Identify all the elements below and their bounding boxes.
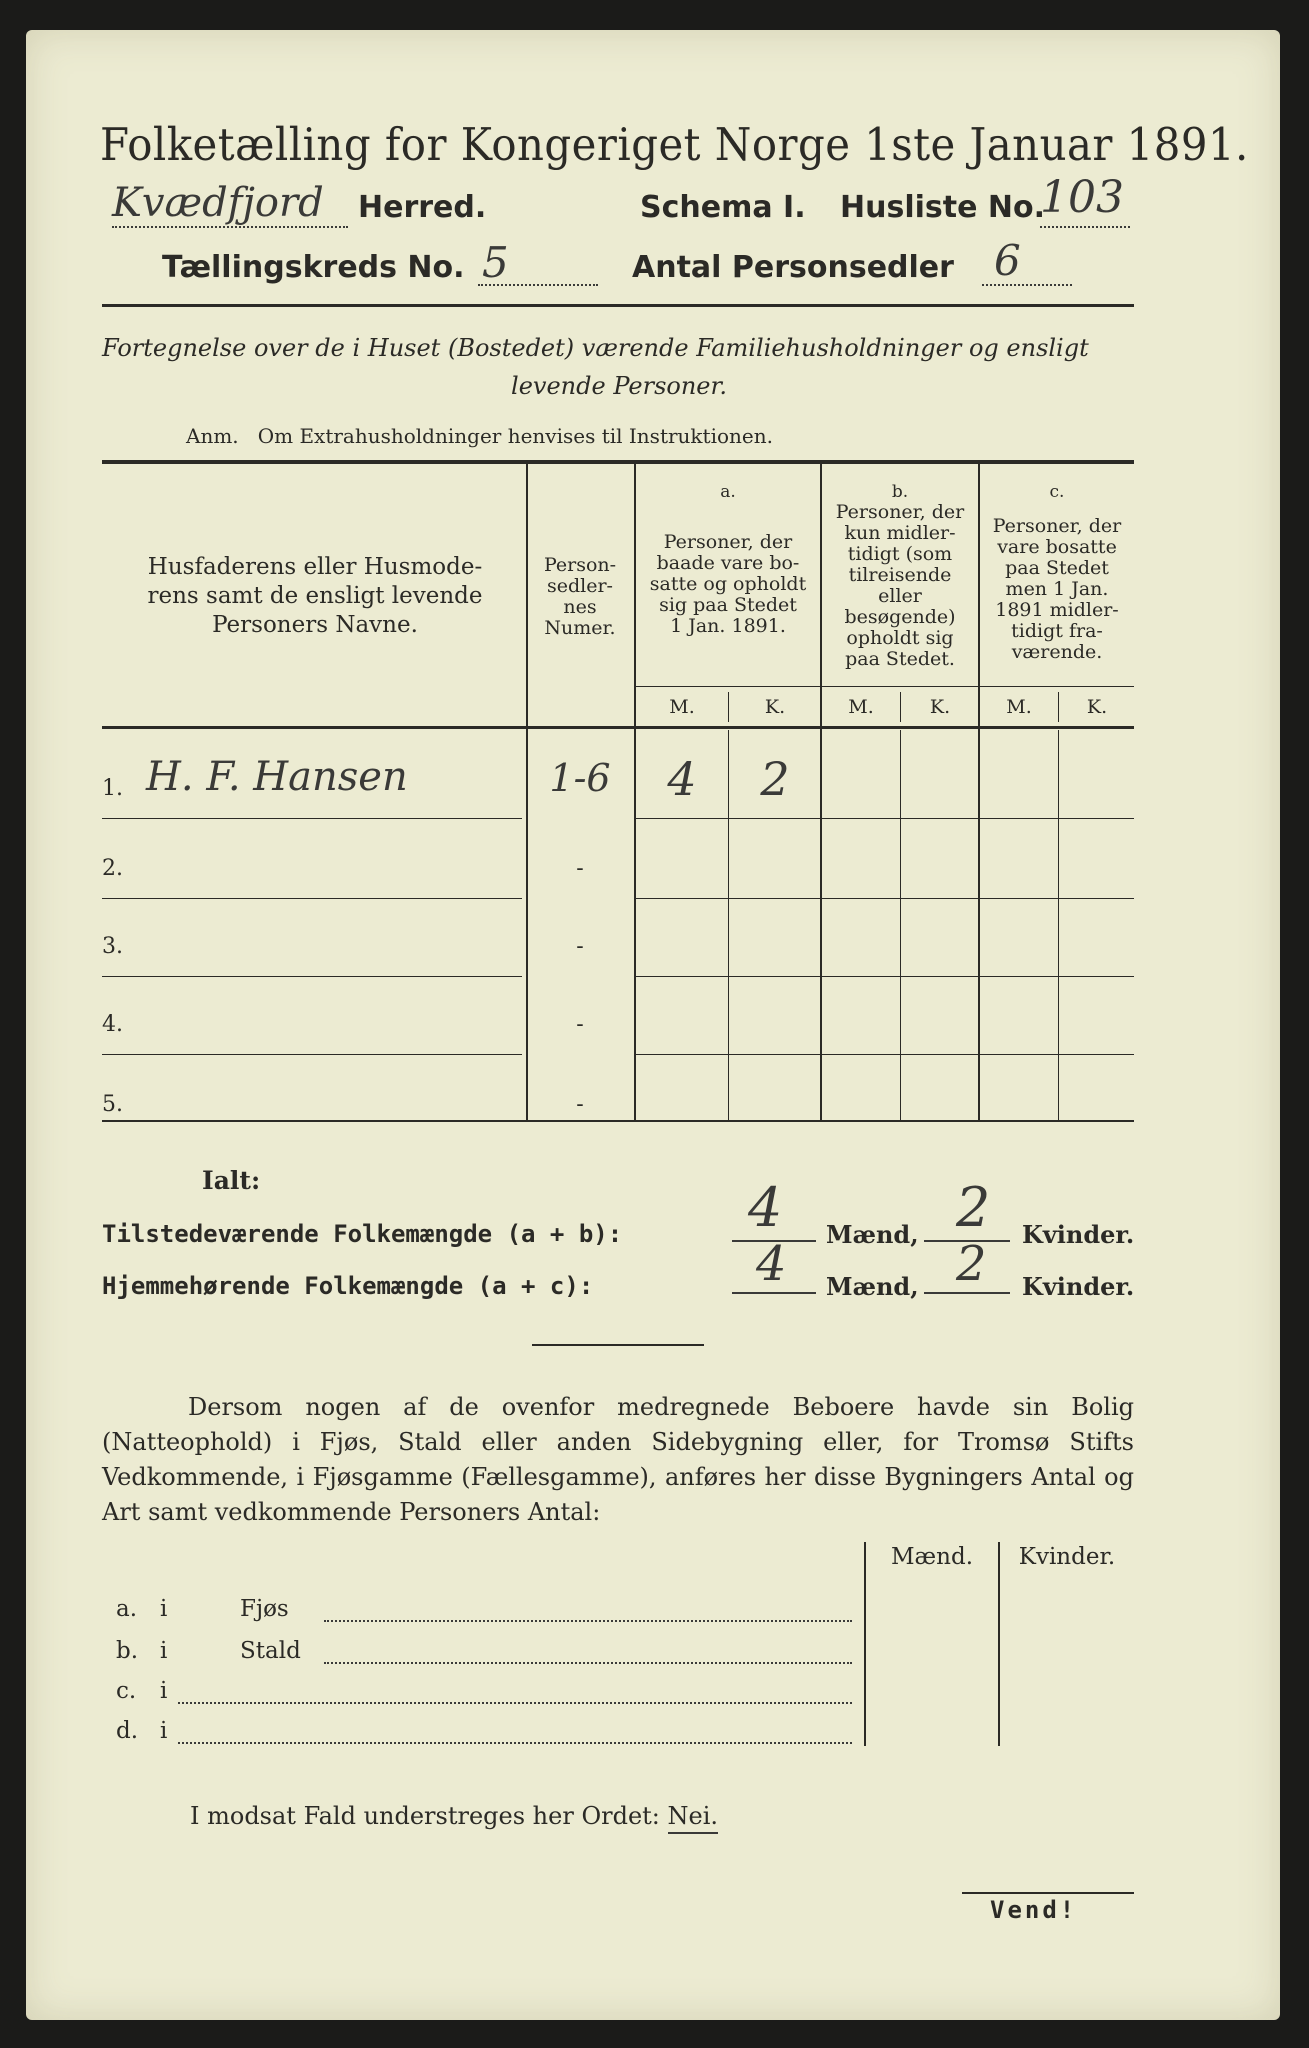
col-sub-a-body [728, 730, 729, 1120]
buildings-paragraph: Dersom nogen af de ovenfor medregnede Beboere havde sin Bolig (Natteophold) i Fjøs, Stald eller anden Sidebygning eller, for Tromsø Stifts Vedkommende, i Fjøsgamme (Fællesgamme), anføres her disse Bygningers Antal og Art samt vedkommende Personers Antal: [102, 1393, 1134, 1526]
col-b-header [822, 502, 978, 670]
col-numer-head-line: Person- [543, 554, 617, 576]
row-rule-counts [636, 1054, 1134, 1055]
tilstede-kvinder-label: Kvinder. [1022, 1220, 1135, 1249]
row-personsedler-numer: - [576, 1092, 584, 1117]
col-a-head-line: Personer, der [663, 531, 793, 553]
col-numer-header [528, 555, 632, 639]
census-form-page [26, 30, 1280, 2020]
col-b-head-line: tidigt (som [847, 543, 953, 565]
col-b-head-line: besøgende) [844, 606, 956, 628]
col-b-head-line: Personer, der [835, 501, 965, 523]
buildings-row-prep: i [160, 1638, 168, 1664]
col-sub-c [1058, 692, 1059, 722]
buildings-row-label: Stald [240, 1638, 301, 1664]
buildings-row-dotline [324, 1620, 852, 1622]
herred-value: Kvædfjord [112, 180, 324, 226]
herred-label: Herred. [358, 190, 487, 225]
row-number: 1. [102, 776, 123, 801]
row-count-a-m: 4 [667, 752, 697, 806]
col-a-letter: a. [720, 482, 736, 502]
row-personsedler-numer: - [576, 856, 584, 881]
col-c-head-line: Personer, der [992, 515, 1122, 537]
col-sub-b [900, 692, 901, 722]
vend-rule [962, 1892, 1134, 1894]
row-rule [102, 1054, 522, 1055]
col-name-header [106, 553, 524, 640]
buildings-col-divider-2 [998, 1542, 1000, 1746]
row-rule-counts [636, 976, 1134, 977]
col-name-head-2: rens samt de ensligt levende [147, 583, 483, 609]
buildings-row-dotline [324, 1662, 852, 1664]
kreds-label: Tællingskreds No. [162, 250, 465, 285]
section-divider [532, 1344, 704, 1346]
buildings-maend-head: Mænd. [890, 1544, 974, 1570]
vend-label: Vend! [990, 1896, 1078, 1924]
col-a-head-line: satte og opholdt [649, 573, 807, 595]
row-rule [102, 898, 522, 899]
col-a-header [636, 532, 820, 637]
antal-dotline [982, 284, 1072, 286]
tilstede-label: Tilstedeværende Folkemængde (a + b): [102, 1220, 623, 1248]
hjemme-maend-line [732, 1292, 816, 1294]
col-name-head-1: Husfaderens eller Husmode- [147, 554, 483, 580]
hjemme-maend-value: 4 [756, 1236, 787, 1292]
nei-word: Nei. [668, 1802, 719, 1834]
row-number: 3. [102, 934, 123, 959]
row-rule [102, 1120, 1134, 1122]
tilstede-maend-value: 4 [748, 1176, 783, 1239]
buildings-row-letter: b. [116, 1638, 139, 1664]
buildings-row-dotline [178, 1702, 852, 1704]
col-numer-head-line: nes [563, 596, 597, 618]
modsat-text: I modsat Fald understreges her Ordet: [190, 1802, 660, 1830]
col-c-head-line: men 1 Jan. [1005, 578, 1109, 600]
tilstede-maend-label: Mænd, [826, 1220, 919, 1249]
anm-note: Anm. Om Extrahusholdninger henvises til Instruktionen. [186, 424, 773, 448]
row-rule [102, 976, 522, 977]
hjemme-maend-label: Mænd, [826, 1272, 919, 1301]
antal-value: 6 [994, 236, 1021, 285]
row-rule-counts [636, 898, 1134, 899]
row-name: H. F. Hansen [146, 754, 408, 800]
b-k-label: K. [929, 696, 951, 718]
buildings-row-label: Fjøs [240, 1596, 289, 1622]
col-b-head-line: kun midler- [844, 522, 956, 544]
col-b-letter: b. [891, 482, 909, 502]
modsat-sentence [190, 1802, 718, 1830]
col-a-head-line: sig paa Stedet [659, 594, 797, 616]
buildings-row-dotline [178, 1742, 852, 1744]
ialt-label: Ialt: [202, 1166, 261, 1195]
schema-label: Schema I. [640, 190, 806, 225]
hjemme-kvinder-line [924, 1292, 1010, 1294]
antal-label: Antal Personsedler [632, 250, 954, 285]
col-b-head-line: paa Stedet. [845, 648, 955, 670]
col-c-header [980, 516, 1134, 663]
header-rule [102, 304, 1134, 307]
mk-rule [636, 686, 1134, 687]
herred-dotline [112, 226, 348, 228]
col-a-head-line: baade vare bo- [656, 552, 800, 574]
col-numer-head-line: sedler- [547, 575, 613, 597]
row-rule-counts [636, 818, 1134, 819]
buildings-row-letter: d. [116, 1718, 139, 1744]
kreds-value: 5 [482, 238, 509, 287]
intro-line-1: Fortegnelse over de i Huset (Bostedet) værende Familiehusholdninger og ensligt [102, 334, 1089, 362]
form-title: Folketælling for Kongeriget Norge 1ste Januar 1891. [100, 118, 1249, 171]
col-c-head-line: værende. [1011, 641, 1103, 663]
husliste-dotline [1040, 226, 1130, 228]
row-rule [102, 818, 522, 819]
hjemme-kvinder-label: Kvinder. [1022, 1272, 1135, 1301]
col-b-head-line: opholdt sig [846, 627, 954, 649]
row-number: 4. [102, 1012, 123, 1037]
col-a-head-line: 1 Jan. 1891. [670, 615, 786, 637]
row-personsedler-numer: - [576, 934, 584, 959]
a-k-label: K. [764, 696, 786, 718]
row-personsedler-numer: - [576, 1012, 584, 1037]
buildings-kvinder-head: Kvinder. [1018, 1544, 1116, 1570]
tilstede-kvinder-value: 2 [956, 1176, 991, 1239]
row-personsedler-numer: 1-6 [549, 756, 611, 800]
buildings-row-prep: i [160, 1718, 168, 1744]
row-number: 5. [102, 1092, 123, 1117]
b-m-label: M. [848, 696, 874, 718]
col-sub-a [728, 692, 729, 722]
hjemme-label: Hjemmehørende Folkemængde (a + c): [102, 1272, 594, 1300]
buildings-row-letter: a. [116, 1596, 138, 1622]
kreds-dotline [478, 284, 598, 286]
col-c-head-line: paa Stedet [1005, 557, 1109, 579]
row-number: 2. [102, 856, 123, 881]
a-m-label: M. [669, 696, 695, 718]
intro-line-2: levende Personer. [511, 372, 727, 400]
buildings-row-prep: i [160, 1678, 168, 1704]
col-c-head-line: vare bosatte [997, 536, 1117, 558]
col-b-head-line: tilreisende [848, 564, 952, 586]
col-b-head-line: eller [878, 585, 922, 607]
col-numer-head-line: Numer. [544, 617, 616, 639]
col-name-head-3: Personers Navne. [212, 612, 418, 638]
row-count-a-k: 2 [760, 752, 790, 806]
c-k-label: K. [1086, 696, 1108, 718]
col-c-letter: c. [1049, 482, 1065, 502]
buildings-col-divider-1 [864, 1542, 866, 1746]
col-c-head-line: tidigt fra- [1011, 620, 1103, 642]
col-sub-c-body [1058, 730, 1059, 1120]
buildings-row-prep: i [160, 1596, 168, 1622]
c-m-label: M. [1006, 696, 1032, 718]
hjemme-kvinder-value: 2 [956, 1236, 987, 1292]
buildings-row-letter: c. [116, 1678, 137, 1704]
husliste-value: 103 [1040, 172, 1124, 223]
col-c-head-line: 1891 midler- [995, 599, 1119, 621]
husliste-label: Husliste No. [840, 190, 1045, 225]
col-sub-b-body [900, 730, 901, 1120]
